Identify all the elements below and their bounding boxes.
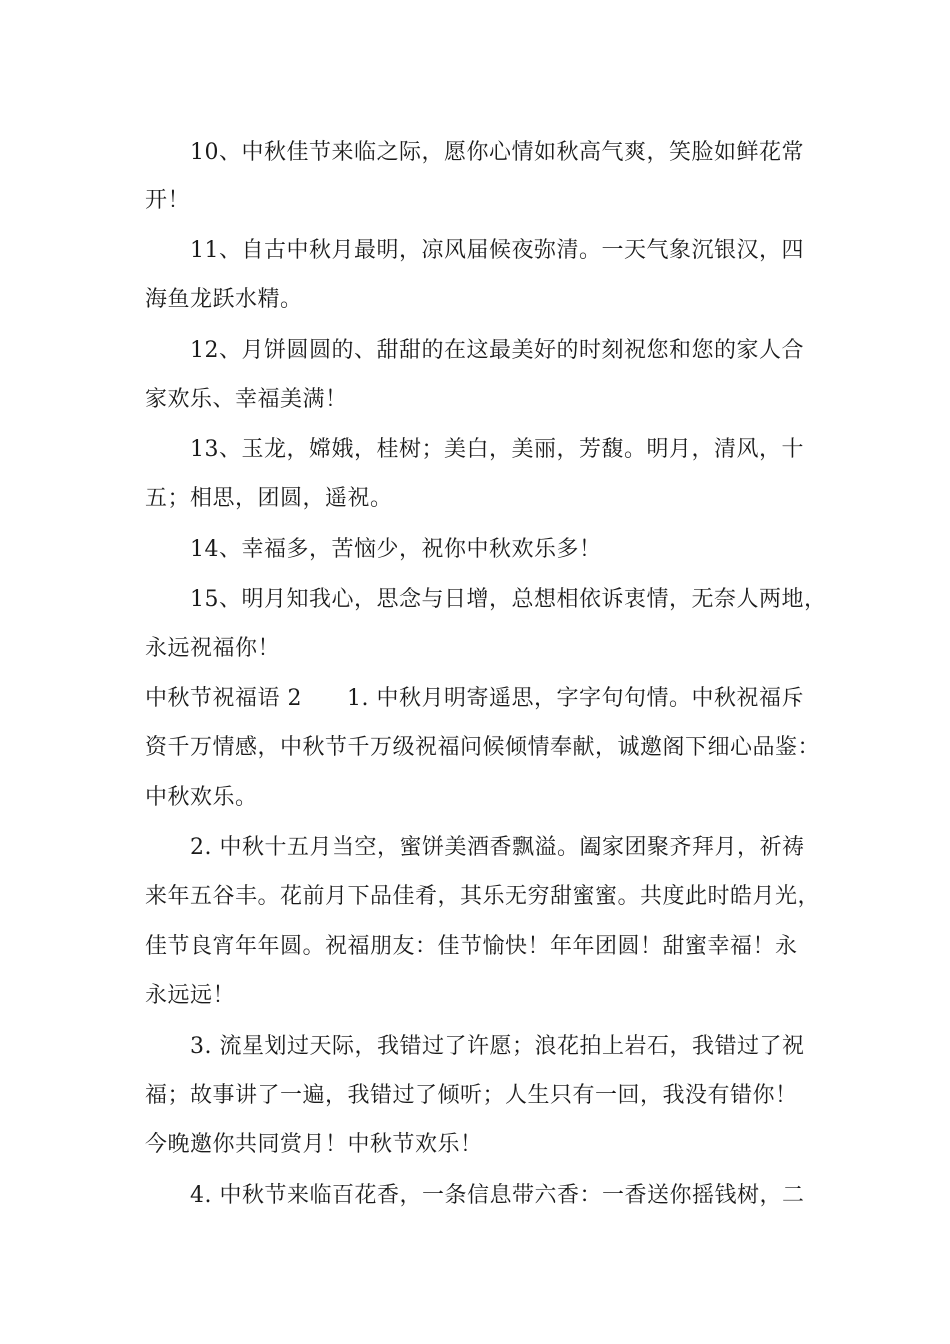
text-line: 14、幸福多，苦恼少，祝你中秋欢乐多！ (190, 537, 602, 562)
text-line: 10、中秋佳节来临之际，愿你心情如秋高气爽，笑脸如鲜花常 (190, 140, 804, 165)
text-line: 中秋欢乐。 (145, 785, 258, 810)
text-line: 永远祝福你！ (145, 636, 281, 661)
text-line: 永远远！ (145, 983, 236, 1008)
text-line: 15、明月知我心，思念与日增，总想相依诉衷情，无奈人两地， (190, 587, 827, 612)
text-line: 11、自古中秋月最明，凉风届候夜弥清。一天气象沉银汉，四 (190, 238, 804, 263)
text-line: 海鱼龙跃水精。 (145, 287, 303, 312)
text-line: 资千万情感，中秋节千万级祝福问候倾情奉献，诚邀阁下细心品鉴： (145, 735, 821, 760)
text-line: 佳节良宵年年圆。祝福朋友：佳节愉快！年年团圆！甜蜜幸福！永 (145, 934, 798, 959)
text-line: 13、玉龙，嫦娥，桂树；美白，美丽，芳馥。明月，清风，十 (190, 437, 804, 462)
text-line: 五；相思，团圆，遥祝。 (145, 486, 393, 511)
text-line: 中秋节祝福语 2 1. 中秋月明寄遥思，字字句句情。中秋祝福斥 (145, 686, 804, 711)
text-line: 12、月饼圆圆的、甜甜的在这最美好的时刻祝您和您的家人合 (190, 338, 804, 363)
text-line: 2. 中秋十五月当空，蜜饼美酒香飘溢。阖家团聚齐拜月，祈祷 (190, 835, 805, 860)
text-line: 开！ (145, 188, 191, 213)
text-line: 家欢乐、幸福美满！ (145, 387, 348, 412)
text-line: 来年五谷丰。花前月下品佳肴，其乐无穷甜蜜蜜。共度此时皓月光， (145, 884, 821, 909)
text-line: 今晚邀你共同赏月！中秋节欢乐！ (145, 1132, 483, 1157)
text-line: 福；故事讲了一遍，我错过了倾听；人生只有一回，我没有错你！ (145, 1083, 798, 1108)
text-line: 3. 流星划过天际，我错过了许愿；浪花拍上岩石，我错过了祝 (190, 1034, 805, 1059)
text-line: 4. 中秋节来临百花香，一条信息带六香：一香送你摇钱树，二 (190, 1183, 805, 1208)
